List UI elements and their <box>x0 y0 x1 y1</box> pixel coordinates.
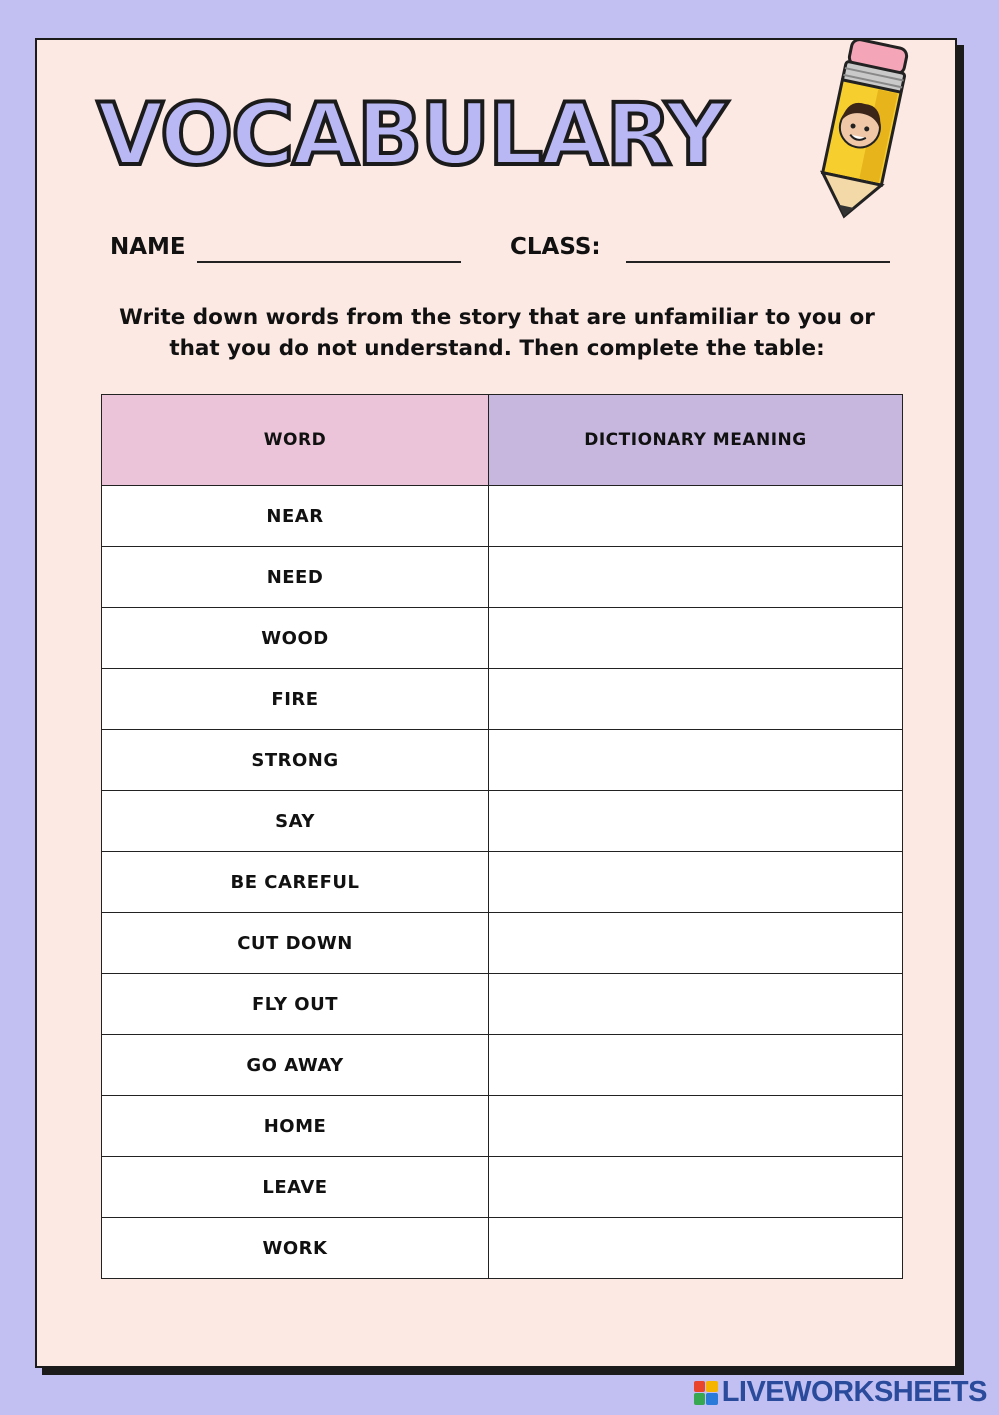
word-cell: HOME <box>102 1096 489 1157</box>
table-row <box>102 486 903 547</box>
instructions-line-1: Write down words from the story that are unfamiliar to you or <box>119 305 875 330</box>
table-row <box>102 730 903 791</box>
liveworksheets-logo-icon <box>694 1381 718 1405</box>
word-cell: NEAR <box>102 486 489 547</box>
meaning-cell[interactable] <box>489 1157 903 1218</box>
meaning-cell[interactable] <box>489 608 903 669</box>
word-cell: STRONG <box>102 730 489 791</box>
meaning-cell[interactable] <box>489 547 903 608</box>
meaning-column-header: DICTIONARY MEANING <box>489 395 903 486</box>
word-cell: NEED <box>102 547 489 608</box>
vocabulary-table <box>101 394 903 1279</box>
worksheet-page <box>35 38 957 1368</box>
watermark-text: LIVEWORKSHEETS <box>721 1376 987 1408</box>
meaning-cell[interactable] <box>489 852 903 913</box>
word-cell: SAY <box>102 791 489 852</box>
meaning-cell[interactable] <box>489 1035 903 1096</box>
word-cell: GO AWAY <box>102 1035 489 1096</box>
table-row <box>102 913 903 974</box>
meaning-cell[interactable] <box>489 791 903 852</box>
meaning-cell[interactable] <box>489 1218 903 1279</box>
word-cell: CUT DOWN <box>102 913 489 974</box>
word-cell: BE CAREFUL <box>102 852 489 913</box>
table-row <box>102 974 903 1035</box>
table-row <box>102 1218 903 1279</box>
class-label: CLASS: <box>510 234 601 260</box>
table-row <box>102 852 903 913</box>
meaning-cell[interactable] <box>489 486 903 547</box>
table-header-row <box>102 395 903 486</box>
name-line[interactable] <box>197 261 461 263</box>
class-line[interactable] <box>626 261 890 263</box>
meaning-cell[interactable] <box>489 1096 903 1157</box>
table-row <box>102 1035 903 1096</box>
word-column-header: WORD <box>102 395 489 486</box>
table-row <box>102 1157 903 1218</box>
word-cell: FIRE <box>102 669 489 730</box>
meaning-cell[interactable] <box>489 913 903 974</box>
pencil-avatar-icon <box>807 40 917 225</box>
meaning-cell[interactable] <box>489 974 903 1035</box>
page-title: VOCABULARY <box>97 85 726 185</box>
table-row <box>102 1096 903 1157</box>
table-row <box>102 608 903 669</box>
word-cell: FLY OUT <box>102 974 489 1035</box>
table-row <box>102 547 903 608</box>
instructions <box>97 302 897 364</box>
table-row <box>102 669 903 730</box>
meaning-cell[interactable] <box>489 730 903 791</box>
name-label: NAME <box>110 234 186 260</box>
instructions-line-2: that you do not understand. Then complete the table: <box>169 336 825 361</box>
liveworksheets-watermark <box>694 1378 987 1407</box>
meaning-cell[interactable] <box>489 669 903 730</box>
word-cell: WORK <box>102 1218 489 1279</box>
table-row <box>102 791 903 852</box>
word-cell: WOOD <box>102 608 489 669</box>
word-cell: LEAVE <box>102 1157 489 1218</box>
